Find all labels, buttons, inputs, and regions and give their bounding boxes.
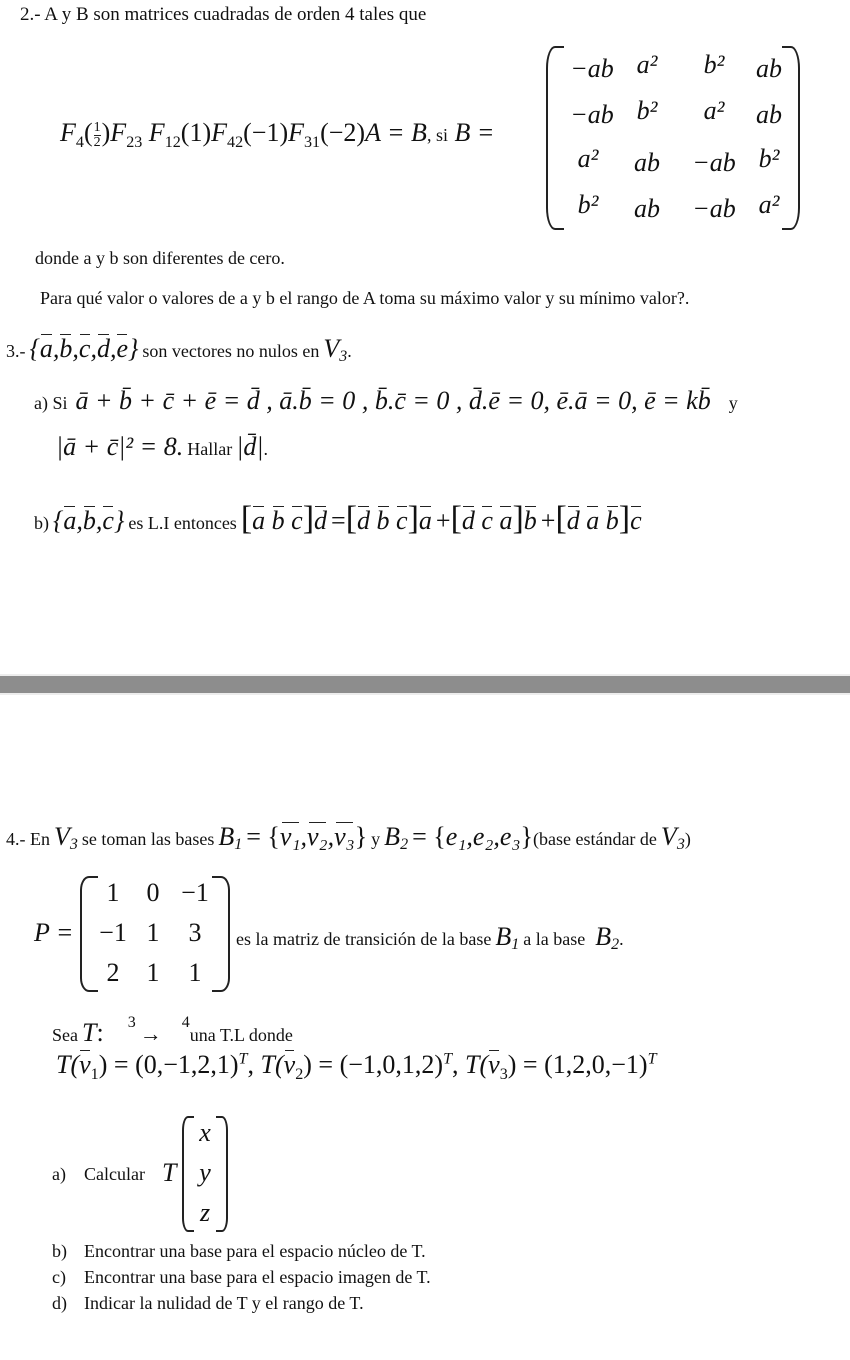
problem-3-part-b: b) {a,b,c} es L.I entonces [a b c]d =[d b c]a +[d c a]b +[d a b]c [34,500,642,537]
matrix-b [546,46,800,230]
matrix-cell: a² [636,50,658,79]
transition-text: es la matriz de transición de la base $B_1$ a la base $B_2$. [236,922,624,954]
matrix-cell: b² [577,190,599,219]
op-f31: $F_{31}$ [288,118,321,152]
part-a-label: a) [52,1164,66,1184]
part-b-text: Encontrar una base para el espacio núcleo de T. [84,1241,426,1261]
op-f12: $F_{12}$ [148,118,181,152]
problem-4-heading: 4.- En $V_3$ se toman las bases $B_1 = \{v_1,v_2,v_3\}$ y $B_2$ = {e₁,e₂,e₃}(base estándar de $V_3$) [6,822,691,854]
part-b-label: b) [52,1241,67,1261]
page-divider [0,676,850,693]
part-d-text: Indicar la nulidad de T y el rango de T. [84,1293,364,1313]
matrix-cell: −ab [570,100,614,129]
matrix-cell: a² [758,190,780,219]
matrix-cell: 1 [188,958,202,987]
matrix-cell: b² [636,96,658,125]
vector-entry: x [199,1118,211,1147]
matrix-cell: b² [703,50,725,79]
part-c-label: c) [52,1267,66,1287]
op-f42: $F_{42}$ [211,118,244,152]
matrix-cell: 1 [106,878,120,907]
matrix-cell: −ab [570,54,614,83]
problem-2-question: Para qué valor o valores de a y b el rango de A toma su máximo valor y su mínimo valor?. [40,288,690,308]
op-f23: $F_{23}$ [110,118,143,152]
matrix-cell: a² [703,96,725,125]
matrix-cell: 0 [146,878,160,907]
problem-2-heading: 2.- A y B son matrices cuadradas de orden 4 tales que [20,4,427,25]
matrix-cell: −1 [181,878,209,907]
operator-t: T [162,1158,177,1187]
matrix-cell: b² [758,144,780,173]
problem-2-equation: $F_4$( $\frac{1}{2}$ )$F_{23}$ $F_{12}(1)F_{42}(-1)F_{31}(-2)A = B$, si B = [60,118,495,152]
matrix-p-label: P = [34,918,74,947]
vector-entry: z [199,1198,211,1227]
matrix-cell: 1 [146,918,160,947]
matrix-cell: ab [634,148,660,177]
transform-definition: Sea T: $^3$ → $^4$una T.L donde [52,1013,293,1047]
part-c-text: Encontrar una base para el espacio imagen de T. [84,1267,431,1287]
matrix-cell: −ab [692,148,736,177]
op-f4: $F_4$ [60,118,84,152]
fraction-one-half: $\frac{1}{2}$ [93,119,101,150]
vector-xyz [182,1116,228,1232]
problem-3-part-a-line2: |ā + c̄|² = 8. Hallar |d̄|. [56,432,269,461]
problem-3-part-a-line1: a) Si ā + b̄ + c̄ + ē = d̄ , ā.b̄ = 0 , b̄.c̄ = 0 , d̄.ē = 0, ē.ā = 0, ē = kb̄ y [34,386,738,415]
matrix-cell: ab [756,54,782,83]
vector-entry: y [199,1158,211,1187]
matrix-cell: 3 [188,918,202,947]
part-d-label: d) [52,1293,67,1313]
matrix-cell: 2 [106,958,120,987]
transform-images: $T(v_1) = (0,-1,2,1)^T$, $T(v_2) = (-1,0,1,2)^T$, $T(v_3) = (1,2,0,-1)^T$ [56,1050,657,1084]
matrix-cell: ab [634,194,660,223]
problem-2-condition: donde a y b son diferentes de cero. [35,248,285,268]
matrix-cell: −1 [99,918,127,947]
matrix-cell: −ab [692,194,736,223]
problem-3-heading: 3.- {a,b,c,d,e} son vectores no nulos en $V_3$. [6,334,352,366]
matrix-cell: ab [756,100,782,129]
matrix-p [80,876,230,992]
matrix-cell: 1 [146,958,160,987]
part-a-text: Calcular [84,1164,145,1184]
matrix-cell: a² [577,144,599,173]
